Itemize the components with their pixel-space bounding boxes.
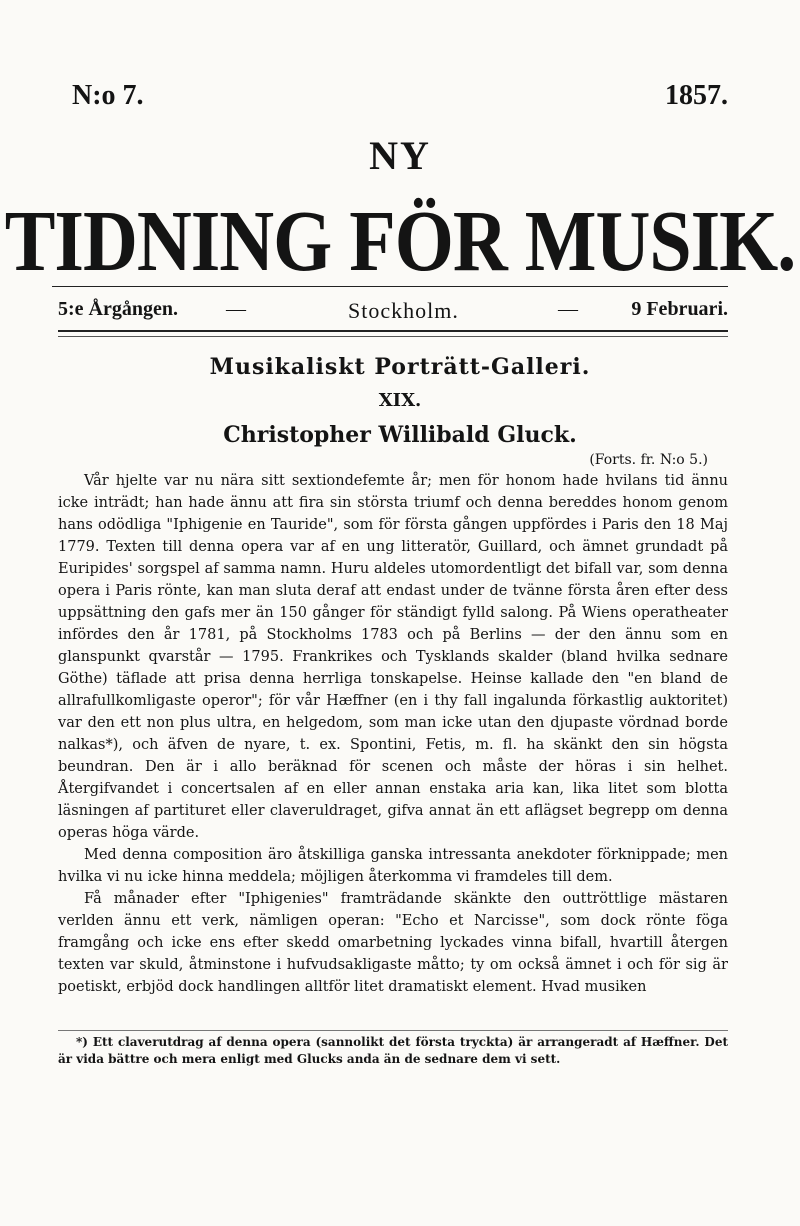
article-subject: Christopher Willibald Gluck. [223,422,577,448]
issue-date: 9 Februari. [631,298,728,320]
section-number: XIX. [378,390,422,411]
paragraph: Vår hjelte var nu nära sitt sextiondefemte år; men för honom hade hvilans tid ännu icke inträdt; han hade ännu att fira sin största triumf och denna bereddes honom genom hans odödliga "Iphigenie en Tauride", som för första gången uppfördes i Paris den 18 Maj 1779. Texten till denna opera var af en ung litteratör, Guillard, och ämnet grundadt på Euripides' sorgspel af samma namn. Huru aldeles utomordentligt det bifall var, som denna opera i Paris rönte, kan man sluta deraf att endast under de tvänne första åren efter dess uppsättning den gafs mer än 150 gånger för ständigt fylld salong. På Wiens operatheater infördes den år 1781, på Stockholms 1783 och på Berlins — der den ännu som en glanspunkt qvarstår — 1795. Frankrikes och Tysklands skalder (bland hvilka sednare Göthe) täflade att prisa denna herrliga tonskapelse. Heinse kallade den "en bland de allrafullkomligaste operor"; för vår Hæffner (en i thy fall ingalunda förkastlig auktoritet) var den ett non plus ultra, en helgedom, som man icke utan den djupaste vördnad borde nalkas*), och äfven de nyare, t. ex. Spontini, Fetis, m. fl. ha skänkt den sin högsta beundran. Den är i allo beräknad för scenen och måste der höras i sin helhet. Återgifvandet i concertsalen af en eller annan enstaka aria kan, lika litet som blotta läsningen af partituret eller claveruldraget, gifva annat än ett aflägset begrepp om denna operas höga värde. [58,473,728,841]
dateline [58,298,728,328]
article-body [58,470,728,998]
footnote-text: *) Ett claverutdrag af denna opera (sannolikt det första tryckta) är arrangeradt af Hæffner. Det är vida bättre och mera enligt med Glucks anda än de sednare dem vi sett. [58,1035,728,1066]
footnote-rule [58,1030,728,1031]
issue-year: 1857. [665,80,728,111]
masthead-ny: NY [369,133,431,178]
section-title: Musikaliskt Porträtt-Galleri. [209,354,591,380]
masthead-title: TIDNING FÖR MUSIK. [4,193,796,290]
paragraph: Med denna composition äro åtskilliga ganska intressanta anekdoter förknippade; men hvilka vi nu icke hinna meddela; möjligen återkomma vi framdeles till dem. [58,847,728,885]
dateline-dash: — [226,298,246,320]
dateline-dash: — [558,298,578,320]
paragraph: Få månader efter "Iphigenies" framträdande skänkte den outtröttlige mästaren verlden ännu ett verk, nämligen operan: "Echo et Narcisse", som dock rönte föga framgång och icke ens efter skedd omarbetning lyckades vinna bifall, hvartill återgen texten var skuld, åtminstone i hufvudsakligaste måtto; ty om också ämnet i och för sig är poetiskt, erbjöd dock handlingen alltför litet dramatiskt element. Hvad musiken [58,891,728,995]
masthead-rule [52,286,728,287]
dateline-rule [58,336,728,337]
continuation-note: (Forts. fr. N:o 5.) [589,452,708,468]
volume-label: 5:e Årgången. [58,298,178,320]
masthead-top [72,78,728,118]
issue-number: N:o 7. [72,80,144,111]
footnote [58,1034,728,1068]
dateline-rule [58,330,728,332]
city-label: Stockholm. [348,298,459,323]
